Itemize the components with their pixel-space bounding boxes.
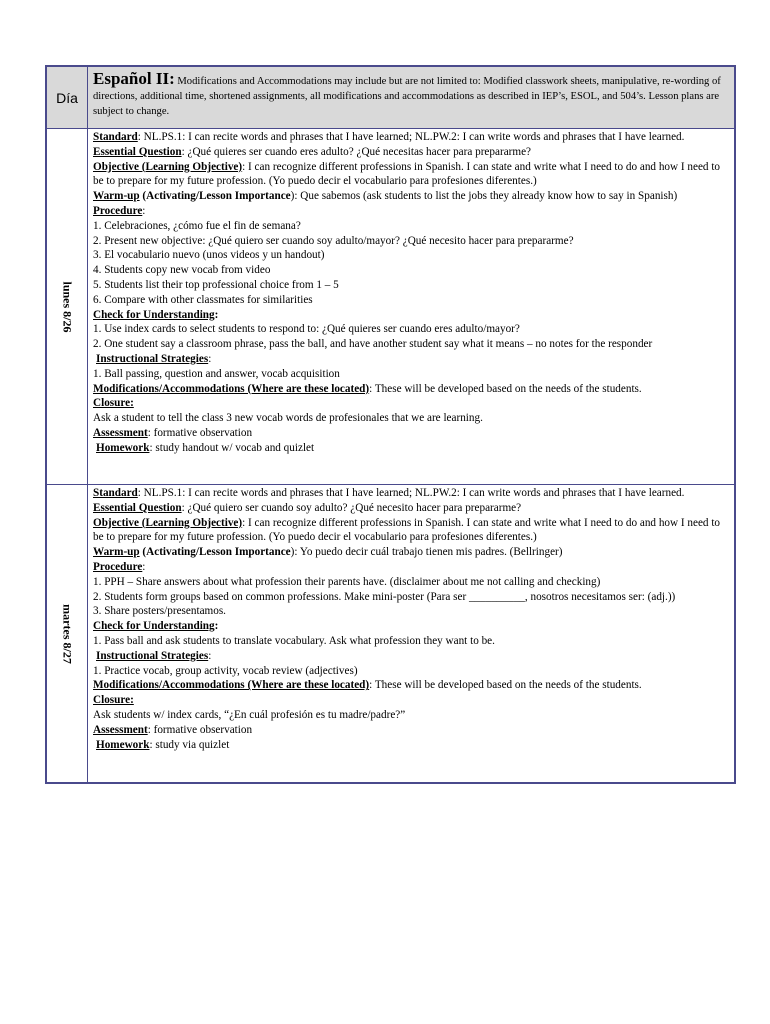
assessment-line: Assessment: formative observation [93,723,253,736]
closure-heading: Closure: [93,397,134,410]
lesson-content [88,485,735,783]
objective-line: Objective (Learning Objective): I can recognize different professions in Spanish. I can state and write what I need to do and how I need to be to prepare for my future profession. (Yo puedo decir el vocabulario para profesiones diferentes.) [93,160,721,188]
list-item: 2. One student say a classroom phrase, pass the ball, and have another student say what it means – no notes for the responder [93,338,653,351]
list-item: 4. Students copy new vocab from video [93,264,271,277]
closure-text: Ask a student to tell the class 3 new vocab words de profesionales that we are learning. [93,412,483,425]
closure-heading: Closure: [93,694,134,707]
check-understanding-heading: Check for Understanding: [93,308,219,321]
list-item: 5. Students list their top professional choice from 1 – 5 [93,278,339,291]
lesson-plan-table [45,65,736,784]
modifications-line: Modifications/Accommodations (Where are these located): These will be developed based on the needs of the students. [93,382,642,395]
assessment-line: Assessment: formative observation [93,426,253,439]
homework-line: Homework: study handout w/ vocab and quizlet [96,441,315,454]
strategies-heading: Instructional Strategies: [96,352,212,365]
list-item: 3. Share posters/presentamos. [93,605,226,618]
list-item: 3. El vocabulario nuevo (unos videos y un handout) [93,249,325,262]
check-understanding-heading: Check for Understanding: [93,620,219,633]
list-item: 6. Compare with other classmates for similarities [93,293,313,306]
objective-line: Objective (Learning Objective): I can recognize different professions in Spanish. I can state and write what I need to do and how I need to be to prepare for my future profession. (Yo puedo decir el vocabulario para profesiones diferentes.) [93,516,721,544]
strategies-heading: Instructional Strategies: [96,649,212,662]
essential-question-line: Essential Question: ¿Qué quieres ser cuando eres adulto? ¿Qué necesitas hacer para prepararme? [93,145,532,158]
day-row-tuesday [47,485,735,783]
day-cell [47,485,88,783]
essential-question-line: Essential Question: ¿Qué quiero ser cuando soy adulto? ¿Qué necesito hacer para prepararme? [93,501,522,514]
page-title: Español II: [93,69,175,88]
day-cell [47,129,88,485]
day-row-monday [47,129,735,485]
list-item: 1. Pass ball and ask students to translate vocabulary. Ask what profession they want to be. [93,634,495,647]
day-label: martes 8/27 [60,603,75,664]
day-column-header: Día [47,67,88,129]
warmup-line: Warm-up (Activating/Lesson Importance): Que sabemos (ask students to list the jobs they already know how to say in Spanish) [93,190,678,203]
list-item: 1. Practice vocab, group activity, vocab review (adjectives) [93,664,358,677]
list-item: 1. Ball passing, question and answer, vocab acquisition [93,367,340,380]
lesson-content [88,129,735,485]
accommodations-note: Modifications and Accommodations may include but are not limited to: Modified classwork sheets, manipulative, re-wording of directions, additional time, shortened assignments, all modifications and accommodations as described in IEP’s, ESOL, and 504’s. Lesson plans are subject to change. [93,76,721,117]
modifications-line: Modifications/Accommodations (Where are these located): These will be developed based on the needs of the students. [93,679,642,692]
procedure-heading: Procedure: [93,204,146,217]
list-item: 2. Students form groups based on common professions. Make mini-poster (Para ser __________, nosotros necesitamos ser: (adj.)) [93,590,676,603]
list-item: 1. Celebraciones, ¿cómo fue el fin de semana? [93,219,301,232]
list-item: 2. Present new objective: ¿Qué quiero ser cuando soy adulto/mayor? ¿Qué necesito hacer para prepararme? [93,234,574,247]
day-label: lunes 8/26 [60,280,75,333]
list-item: 1. PPH – Share answers about what profession their parents have. (disclaimer about me not calling and checking) [93,575,601,588]
closure-text: Ask students w/ index cards, “¿En cuál profesión es tu madre/padre?” [93,708,406,721]
standard-line: Standard: NL.PS.1: I can recite words and phrases that I have learned; NL.PW.2: I can write words and phrases that I have learned. [93,131,685,143]
plan-header [88,67,735,129]
warmup-line: Warm-up (Activating/Lesson Importance): Yo puedo decir cuál trabajo tienen mis padres. (Bellringer) [93,546,563,559]
list-item: 1. Use index cards to select students to respond to: ¿Qué quieres ser cuando eres adulto/mayor? [93,323,520,336]
procedure-heading: Procedure: [93,560,146,573]
standard-line: Standard: NL.PS.1: I can recite words and phrases that I have learned; NL.PW.2: I can write words and phrases that I have learned. [93,487,685,499]
homework-line: Homework: study via quizlet [96,738,230,751]
